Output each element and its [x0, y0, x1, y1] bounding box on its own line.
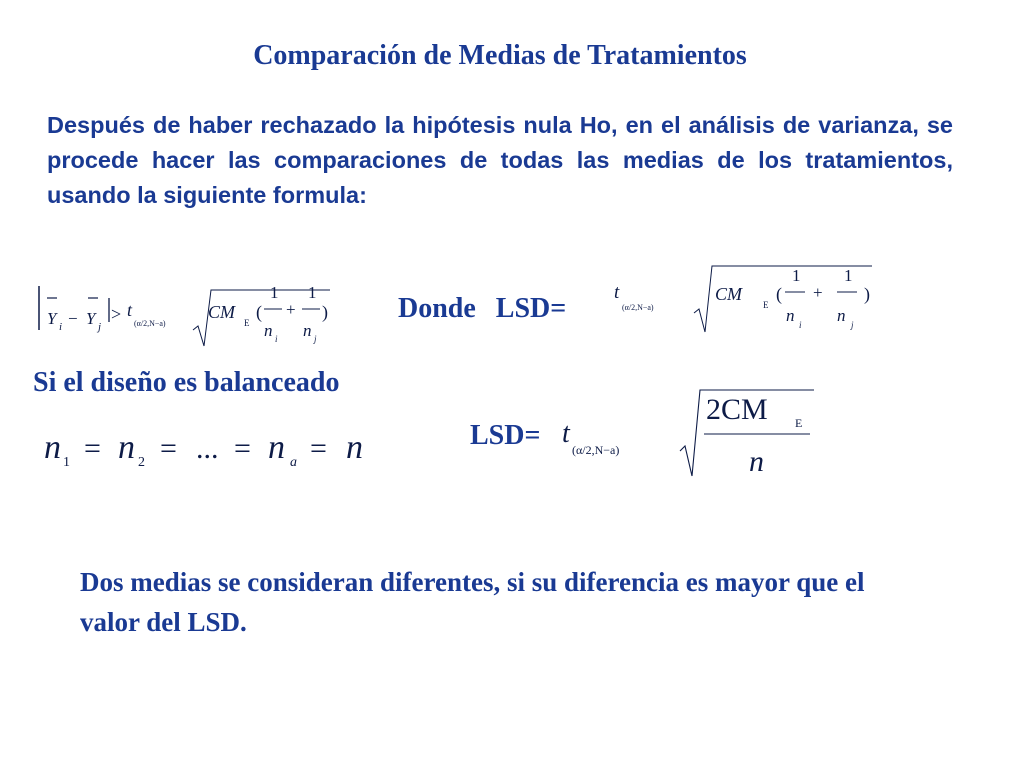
svg-text:Y: Y: [47, 309, 57, 328]
svg-text:2CM: 2CM: [706, 393, 768, 426]
svg-text:(α/2,N−a): (α/2,N−a): [134, 319, 166, 328]
svg-text:i: i: [275, 334, 278, 344]
svg-text:Y: Y: [86, 309, 96, 328]
svg-text:CM: CM: [715, 284, 742, 304]
svg-text:(α/2,N−a): (α/2,N−a): [572, 443, 620, 457]
svg-text:n: n: [44, 429, 61, 466]
svg-text:i: i: [59, 321, 63, 333]
lsd-label-balanced: LSD=: [470, 420, 541, 451]
svg-text:=: =: [160, 432, 177, 465]
svg-text:n: n: [786, 306, 795, 325]
svg-text:...: ...: [196, 432, 219, 465]
svg-text:E: E: [244, 318, 250, 328]
svg-text:(: (: [256, 302, 262, 322]
svg-text:2: 2: [138, 455, 145, 470]
intro-paragraph: Después de haber rechazado la hipótesis nula Ho, en el análisis de varianza, se procede hacer las comparaciones de todas las medias de los tratamientos, usando la siguiente formula:: [47, 112, 953, 208]
svg-text:E: E: [795, 416, 803, 430]
svg-text:t: t: [562, 418, 570, 449]
svg-text:1: 1: [63, 455, 70, 470]
svg-text:n: n: [303, 321, 312, 340]
svg-text:n: n: [268, 429, 285, 466]
svg-text:j: j: [851, 320, 854, 330]
lsd-label: LSD=: [495, 293, 567, 324]
svg-text:−: −: [68, 309, 78, 328]
svg-text:=: =: [234, 432, 251, 465]
svg-text:): ): [864, 284, 870, 304]
svg-text:j: j: [314, 334, 317, 344]
svg-text:+: +: [286, 300, 296, 319]
svg-text:=: =: [310, 432, 327, 465]
balanced-sizes-formula: [38, 418, 388, 478]
svg-text:1: 1: [844, 266, 853, 285]
svg-text:n: n: [837, 306, 846, 325]
svg-text:E: E: [763, 300, 769, 310]
svg-text:n: n: [118, 429, 135, 466]
svg-text:t: t: [127, 300, 133, 320]
svg-text:=: =: [84, 432, 101, 465]
svg-text:i: i: [799, 320, 802, 330]
conclusion-text: Dos medias se consideran diferentes, si su diferencia es mayor que el valor del LSD.: [80, 567, 865, 637]
svg-text:t: t: [614, 282, 620, 303]
svg-text:>: >: [111, 304, 122, 324]
svg-text:j: j: [98, 321, 102, 333]
svg-text:(α/2,N−a): (α/2,N−a): [622, 303, 654, 312]
donde-label: Donde: [398, 293, 476, 324]
svg-text:1: 1: [308, 283, 317, 302]
svg-text:1: 1: [792, 266, 801, 285]
svg-text:CM: CM: [208, 302, 235, 322]
svg-text:): ): [322, 302, 328, 322]
difference-inequality-formula: [30, 268, 370, 358]
svg-text:n: n: [749, 445, 764, 478]
svg-text:n: n: [346, 429, 363, 466]
slide-title: Comparación de Medias de Tratamientos: [253, 40, 747, 71]
svg-text:(: (: [776, 284, 782, 304]
svg-text:n: n: [264, 321, 273, 340]
svg-text:+: +: [813, 283, 823, 302]
balanced-design-label: Si el diseño es balanceado: [33, 367, 340, 398]
lsd-general-formula: [608, 258, 898, 343]
svg-text:1: 1: [270, 283, 279, 302]
svg-text:a: a: [290, 455, 297, 470]
lsd-balanced-formula: [556, 384, 836, 484]
